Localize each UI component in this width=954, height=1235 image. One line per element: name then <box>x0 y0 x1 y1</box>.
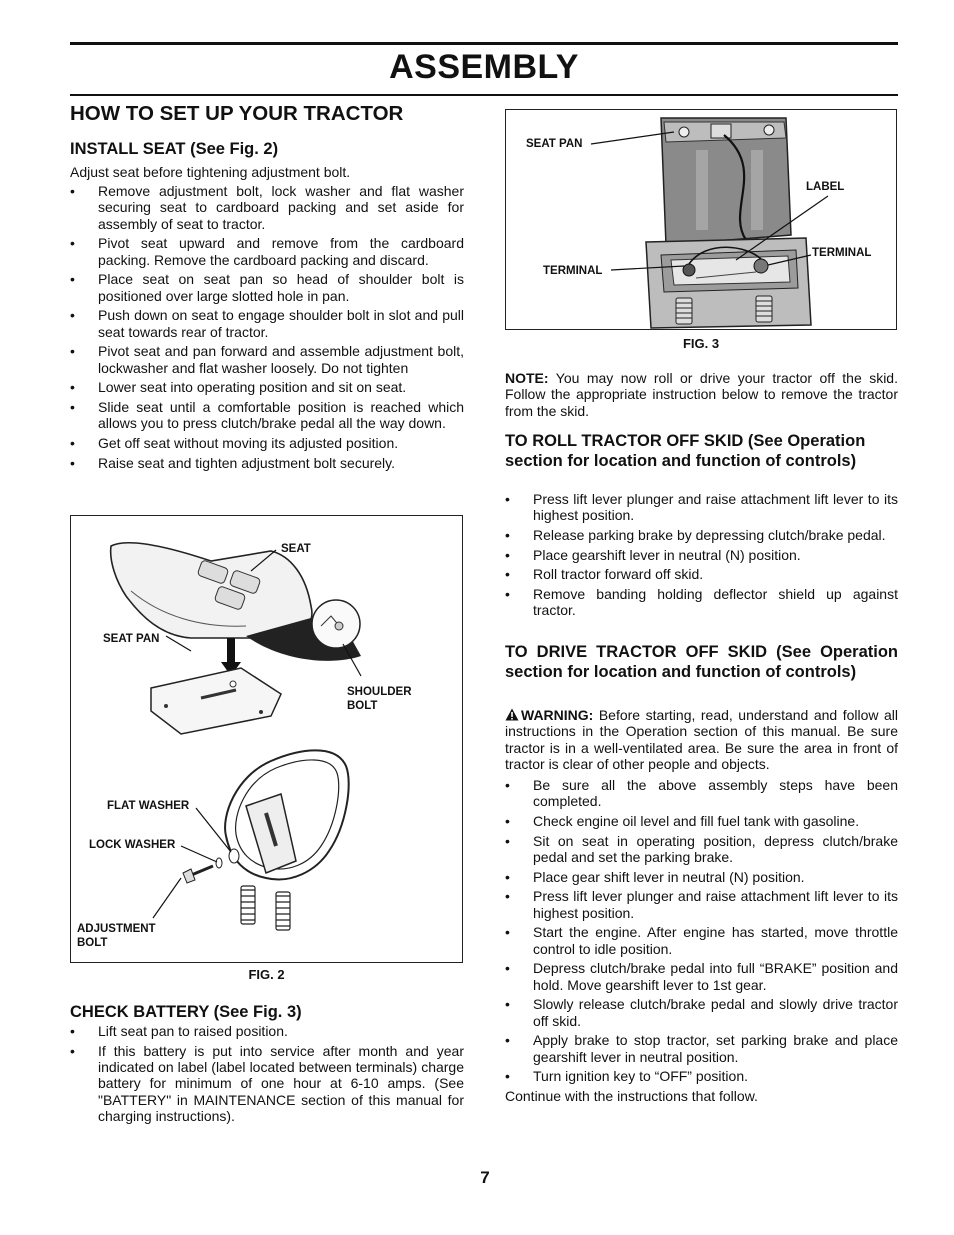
warning-text: Before starting, read, understand and follow all instructions in the Operation section of this manual. Be sure tractor is in a well-ventilated area. Be sure the area in front of tractor is clear of other people and objects. <box>505 707 898 773</box>
list-item: • Turn ignition key to “OFF” position. <box>505 1068 898 1084</box>
fig2-label-lock-washer: LOCK WASHER <box>89 839 176 851</box>
list-item: • Lift seat pan to raised position. <box>70 1023 464 1039</box>
list-item: • Push down on seat to engage shoulder bolt in slot and pull seat towards rear of tractor. <box>70 307 464 340</box>
fig3-label-terminal-right: TERMINAL <box>812 247 872 259</box>
fig2-label-flat-washer: FLAT WASHER <box>107 800 190 812</box>
list-item: • Start the engine. After engine has started, move throttle control to idle position. <box>505 924 898 957</box>
list-item: • Check engine oil level and fill fuel tank with gasoline. <box>505 813 898 829</box>
list-item: • Lower seat into operating position and sit on seat. <box>70 379 464 395</box>
note-text: You may now roll or drive your tractor off the skid. Follow the appropriate instruction below to remove the tractor from the skid. <box>505 370 898 419</box>
fig2-label-adjustment-bolt-line1: ADJUSTMENT <box>77 923 156 935</box>
warning-label: WARNING: <box>521 707 594 723</box>
fig3-label-seat-pan: SEAT PAN <box>526 138 583 150</box>
header-rule-bottom <box>70 94 898 96</box>
list-item: • Roll tractor forward off skid. <box>505 566 898 582</box>
install-seat-steps <box>70 183 464 474</box>
note-paragraph <box>505 370 898 419</box>
list-item: • Slide seat until a comfortable position is reached which allows you to press clutch/brake pedal all the way down. <box>70 399 464 432</box>
fig3-caption: FIG. 3 <box>682 336 720 351</box>
check-battery-heading: CHECK BATTERY (See Fig. 3) <box>70 1003 302 1021</box>
note-label: NOTE: <box>505 370 549 386</box>
fig2-label-seat-pan: SEAT PAN <box>103 633 160 645</box>
list-item: • Place gearshift lever in neutral (N) position. <box>505 547 898 563</box>
section-title: HOW TO SET UP YOUR TRACTOR <box>70 102 404 125</box>
list-item: • Be sure all the above assembly steps have been completed. <box>505 777 898 810</box>
list-item: • Remove adjustment bolt, lock washer and flat washer securing seat to cardboard packing and set aside for assembly of seat to tractor. <box>70 183 464 232</box>
list-item: • If this battery is put into service after month and year indicated on label (label located between terminals) charge battery for minimum of one hour at 6-10 amps. (See "BATTERY" in MAINTENANCE section of this manual for charging instructions). <box>70 1043 464 1125</box>
list-item: • Raise seat and tighten adjustment bolt securely. <box>70 455 464 471</box>
fig2-label-shoulder-bolt-line2: BOLT <box>347 700 378 712</box>
warning-paragraph <box>505 707 898 773</box>
list-item: • Press lift lever plunger and raise attachment lift lever to its highest position. <box>505 888 898 921</box>
header-rule-top <box>70 42 898 45</box>
fig3-label-label: LABEL <box>806 181 845 193</box>
warning-triangle-icon <box>505 708 519 721</box>
list-item: • Press lift lever plunger and raise attachment lift lever to its highest position. <box>505 491 898 524</box>
list-item: • Pivot seat and pan forward and assemble adjustment bolt, lockwasher and flat washer loosely. Do not tighten <box>70 343 464 376</box>
fig2-caption: FIG. 2 <box>248 967 285 982</box>
roll-off-steps <box>505 491 898 622</box>
closing-text: Continue with the instructions that follow. <box>505 1088 758 1104</box>
list-item: • Place seat on seat pan so head of shoulder bolt is positioned over large slotted hole in pan. <box>70 271 464 304</box>
fig2-label-shoulder-bolt-line1: SHOULDER <box>347 686 412 698</box>
list-item: • Depress clutch/brake pedal into full “BRAKE” position and hold. Move gearshift lever to 1st gear. <box>505 960 898 993</box>
roll-off-heading: TO ROLL TRACTOR OFF SKID (See Operation section for location and function of controls) <box>505 432 866 470</box>
page-number: 7 <box>480 1168 490 1187</box>
list-item: • Get off seat without moving its adjusted position. <box>70 435 464 451</box>
fig3-label-terminal-left: TERMINAL <box>543 265 603 277</box>
list-item: • Sit on seat in operating position, depress clutch/brake pedal and set the parking brake. <box>505 833 898 866</box>
check-battery-steps <box>70 1023 464 1128</box>
list-item: • Remove banding holding deflector shield up against tractor. <box>505 586 898 619</box>
list-item: • Pivot seat upward and remove from the cardboard packing. Remove the cardboard packing and discard. <box>70 235 464 268</box>
seat-assembly-illustration <box>71 516 463 963</box>
drive-off-heading: TO DRIVE TRACTOR OFF SKID (See Operation section for location and function of controls) <box>505 643 898 681</box>
list-item: • Apply brake to stop tractor, set parking brake and place gearshift lever in neutral position. <box>505 1032 898 1065</box>
fig2-label-adjustment-bolt-line2: BOLT <box>77 937 108 949</box>
list-item: • Release parking brake by depressing clutch/brake pedal. <box>505 527 898 543</box>
list-item: • Slowly release clutch/brake pedal and slowly drive tractor off skid. <box>505 996 898 1029</box>
figure-2 <box>70 515 463 963</box>
install-seat-intro: Adjust seat before tightening adjustment bolt. <box>70 164 351 180</box>
list-item: • Place gear shift lever in neutral (N) position. <box>505 869 898 885</box>
install-seat-heading: INSTALL SEAT (See Fig. 2) <box>70 140 279 158</box>
figure-3 <box>505 109 897 330</box>
fig2-label-seat: SEAT <box>281 543 311 555</box>
drive-off-steps <box>505 777 898 1088</box>
page-title: ASSEMBLY <box>389 48 579 86</box>
